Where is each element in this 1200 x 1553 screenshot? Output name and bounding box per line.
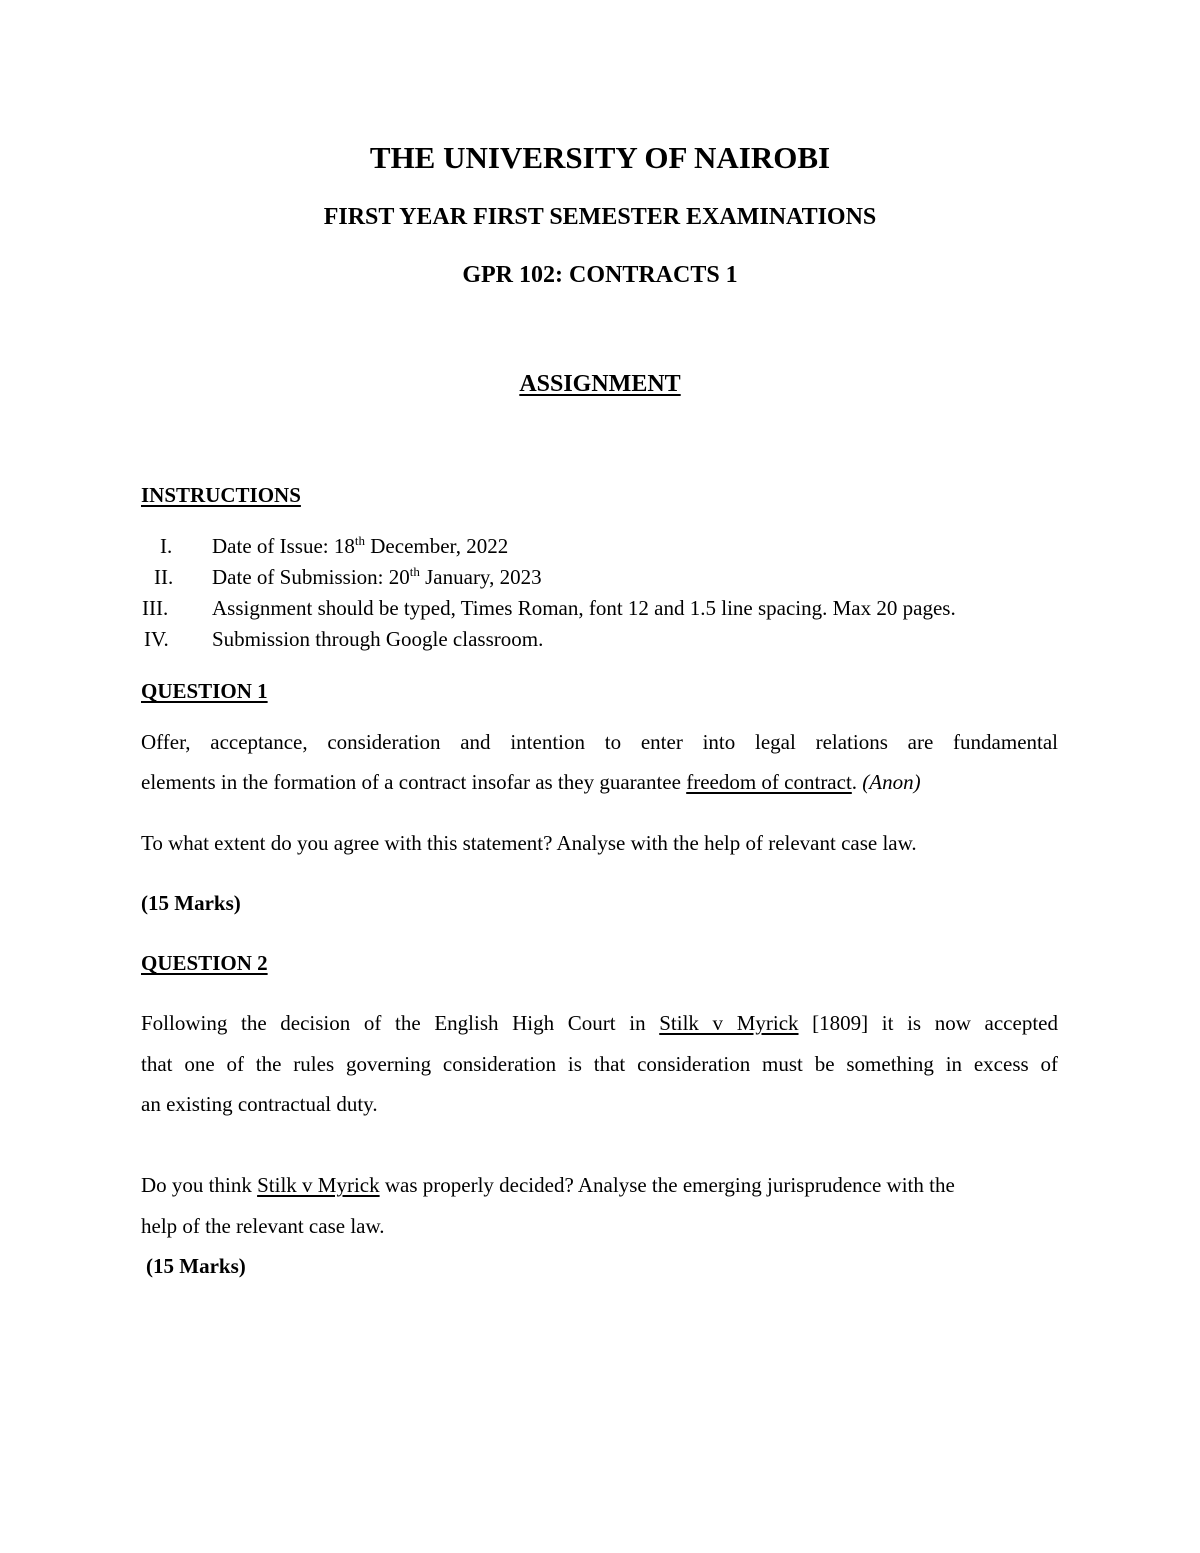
question1-line1: Offer, acceptance, consideration and intention to enter into legal relations are fundamental <box>141 730 1058 754</box>
assignment-label: ASSIGNMENT <box>519 371 681 397</box>
instructions-heading: INSTRUCTIONS <box>141 483 301 507</box>
question1-line2: elements in the formation of a contract insofar as they guarantee freedom of contract. (Anon) <box>141 770 921 794</box>
instruction-numeral: IV. <box>144 627 169 651</box>
question2-heading: QUESTION 2 <box>141 951 268 975</box>
assignment-title <box>0 371 1200 398</box>
question1-prompt: To what extent do you agree with this statement? Analyse with the help of relevant case law. <box>141 831 917 855</box>
instruction-text: Date of Submission: 20th January, 2023 <box>212 564 542 589</box>
instruction-numeral: II. <box>154 565 174 589</box>
case-stilk-v-myrick: Stilk v Myrick <box>659 1011 799 1035</box>
question1-marks: (15 Marks) <box>141 891 241 915</box>
question2-p2-line2: help of the relevant case law. <box>141 1214 385 1238</box>
case-stilk-v-myrick: Stilk v Myrick <box>257 1173 380 1197</box>
freedom-of-contract-phrase: freedom of contract <box>686 770 852 794</box>
instruction-numeral: I. <box>160 534 173 558</box>
question2-line3: an existing contractual duty. <box>141 1092 378 1116</box>
question1-heading: QUESTION 1 <box>141 679 268 703</box>
question2-line2: that one of the rules governing consideration is that consideration must be something in excess of <box>141 1052 1058 1076</box>
university-title: THE UNIVERSITY OF NAIROBI <box>369 140 831 175</box>
question2-line1: Following the decision of the English High Court in Stilk v Myrick [1809] it is now accepted <box>141 1011 1058 1035</box>
instruction-text: Date of Issue: 18th December, 2022 <box>212 533 509 558</box>
instruction-text: Submission through Google classroom. <box>212 627 544 651</box>
question2-marks: (15 Marks) <box>146 1254 246 1278</box>
exam-title: FIRST YEAR FIRST SEMESTER EXAMINATIONS <box>323 204 877 230</box>
course-title: GPR 102: CONTRACTS 1 <box>462 262 738 288</box>
question2-p2-line1: Do you think Stilk v Myrick was properly decided? Analyse the emerging jurisprudence with the <box>141 1173 955 1197</box>
instruction-text: Assignment should be typed, Times Roman, font 12 and 1.5 line spacing. Max 20 pages. <box>212 596 956 620</box>
citation-anon: (Anon) <box>862 770 921 794</box>
instruction-numeral: III. <box>142 596 169 620</box>
